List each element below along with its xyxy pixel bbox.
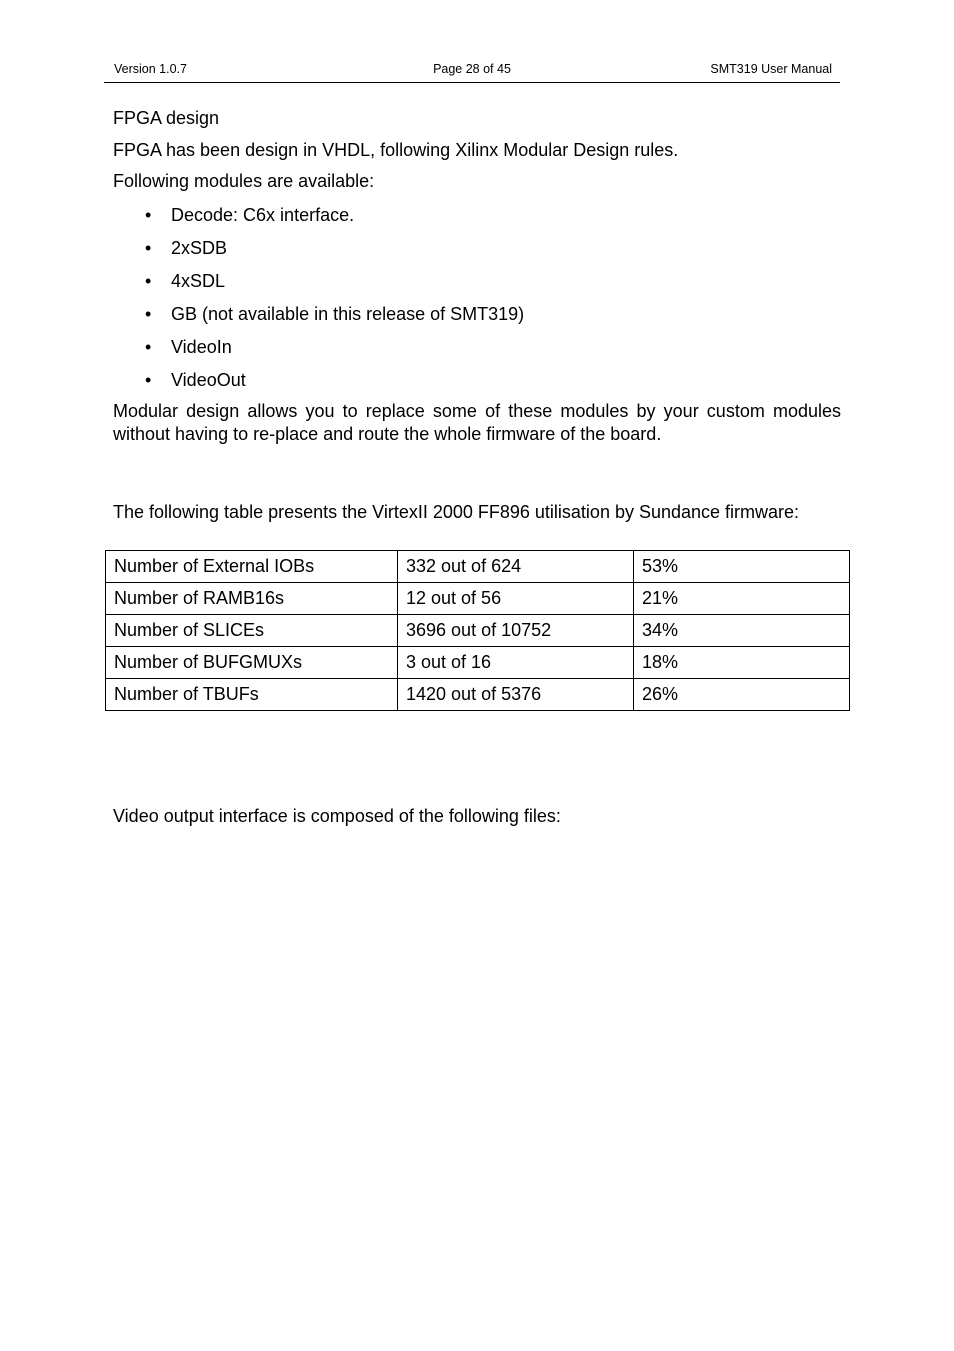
table-row <box>106 647 850 679</box>
version-label: Version 1.0.7 <box>114 62 187 76</box>
video-output-paragraph: Video output interface is composed of the following files: <box>113 806 561 826</box>
table-row <box>106 583 850 615</box>
list-item <box>113 334 524 367</box>
page-number: Page 28 of 45 <box>433 62 511 76</box>
table-cell: Number of TBUFs <box>106 679 398 711</box>
table-cell: Number of RAMB16s <box>106 583 398 615</box>
table-cell: 53% <box>634 551 850 583</box>
list-item-label: VideoOut <box>171 370 246 390</box>
bullet-icon: • <box>145 337 152 357</box>
manual-title: SMT319 User Manual <box>710 62 832 76</box>
list-item <box>113 301 524 334</box>
page-header <box>104 58 840 83</box>
utilisation-table <box>105 550 850 711</box>
table-cell: 21% <box>634 583 850 615</box>
list-item-label: VideoIn <box>171 337 232 357</box>
table-cell: 26% <box>634 679 850 711</box>
table-intro: The following table presents the VirtexII 2000 FF896 utilisation by Sundance firmware: <box>113 502 800 522</box>
table-cell: Number of BUFGMUXs <box>106 647 398 679</box>
modules-intro: Following modules are available: <box>113 171 375 191</box>
bullet-icon: • <box>145 271 152 291</box>
table-cell: 3696 out of 10752 <box>398 615 634 647</box>
list-item <box>113 235 524 268</box>
list-item <box>113 268 524 301</box>
list-item <box>113 367 524 400</box>
table-cell: 1420 out of 5376 <box>398 679 634 711</box>
list-item <box>113 202 524 235</box>
modular-paragraph: Modular design allows you to replace some of these modules by your custom modules without having to re-place and route the whole firmware of the board. <box>113 401 841 444</box>
list-item-label: 4xSDL <box>171 271 226 291</box>
table-cell: 34% <box>634 615 850 647</box>
table-cell: Number of SLICEs <box>106 615 398 647</box>
table-row <box>106 679 850 711</box>
table-cell: 332 out of 624 <box>398 551 634 583</box>
table-cell: Number of External IOBs <box>106 551 398 583</box>
bullet-icon: • <box>145 304 152 324</box>
list-item-label: Decode: C6x interface. <box>171 205 355 225</box>
table-cell: 12 out of 56 <box>398 583 634 615</box>
section-title: FPGA design <box>113 108 220 128</box>
table-row <box>106 551 850 583</box>
list-item-label: GB (not available in this release of SMT319) <box>171 304 525 324</box>
list-item-label: 2xSDB <box>171 238 228 258</box>
bullet-icon: • <box>145 205 152 225</box>
table-row <box>106 615 850 647</box>
table-cell: 3 out of 16 <box>398 647 634 679</box>
modules-list <box>113 202 524 400</box>
bullet-icon: • <box>145 238 152 258</box>
table-cell: 18% <box>634 647 850 679</box>
bullet-icon: • <box>145 370 152 390</box>
intro-paragraph: FPGA has been design in VHDL, following Xilinx Modular Design rules. <box>113 140 679 160</box>
